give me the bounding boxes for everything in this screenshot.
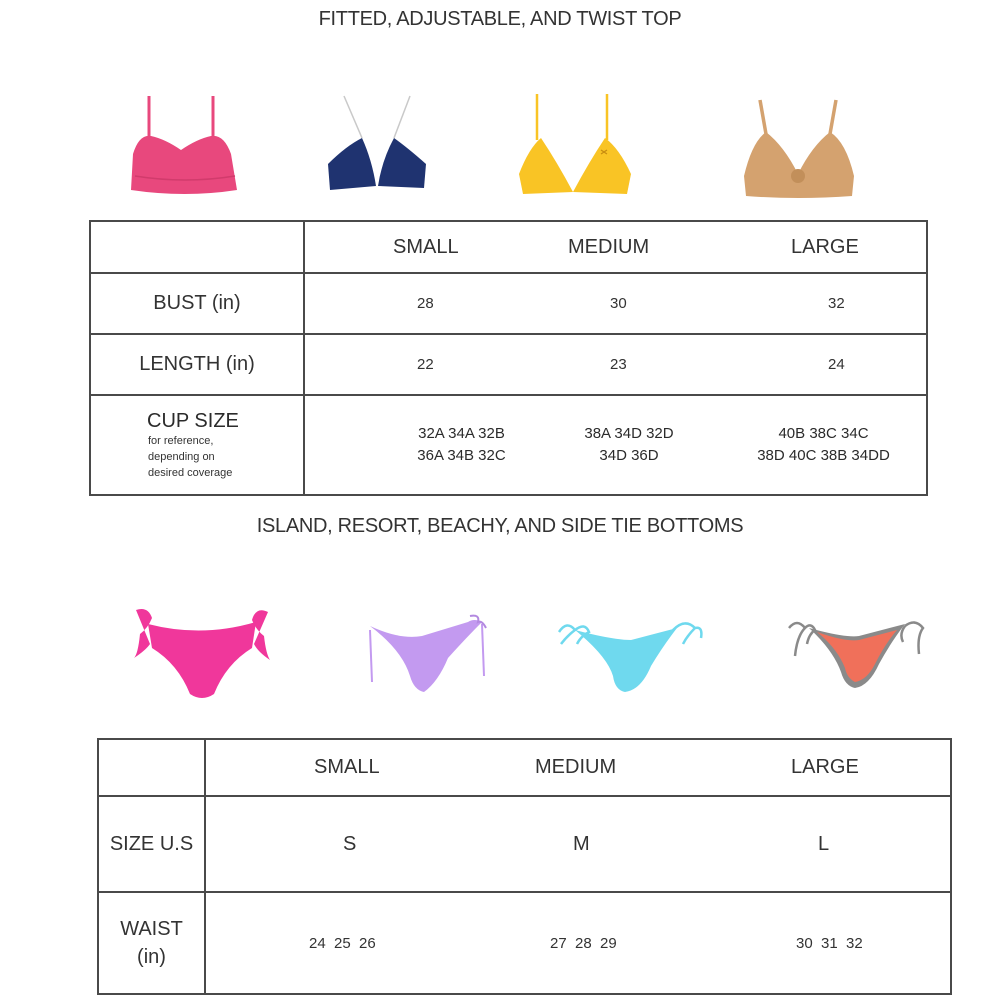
- tops-length-row: [90, 334, 927, 395]
- size-us-small: S: [205, 796, 489, 892]
- tops-cup-row: [90, 395, 927, 495]
- bust-label: BUST (in): [90, 273, 304, 334]
- cup-size-note-1: for reference,: [148, 434, 214, 447]
- bottoms-header-row: [98, 739, 951, 796]
- cup-medium: [548, 395, 693, 495]
- tops-size-table: [89, 220, 928, 496]
- size-us-large: L: [705, 796, 951, 892]
- bottoms-size-row: [98, 796, 951, 892]
- cup-medium-line-2: 34D 36D: [599, 447, 659, 464]
- waist-label: WAIST: [120, 918, 183, 940]
- size-us-medium: M: [489, 796, 705, 892]
- waist-small: 24 25 26: [205, 892, 489, 994]
- cup-small-line-2: 36A 34B 32C: [417, 447, 506, 464]
- bottoms-header-medium: MEDIUM: [489, 739, 705, 796]
- resort-bottom-image: [362, 612, 492, 696]
- tops-header-row: [90, 221, 927, 273]
- waist-unit: (in): [137, 946, 166, 968]
- cup-medium-line-1: 38A 34D 32D: [584, 425, 674, 442]
- bust-large: 32: [693, 273, 927, 334]
- waist-label-cell: [98, 892, 205, 994]
- bottoms-waist-row: [98, 892, 951, 994]
- length-medium: 23: [548, 334, 693, 395]
- bottoms-header-small: SMALL: [205, 739, 489, 796]
- bottoms-header-large: LARGE: [705, 739, 951, 796]
- cup-small-line-1: 32A 34A 32B: [418, 425, 505, 442]
- cup-size-label-cell: [90, 395, 304, 495]
- tops-header-large: LARGE: [693, 221, 927, 273]
- cup-size-note-3: desired coverage: [148, 466, 233, 479]
- cup-large-line-1: 40B 38C 34C: [778, 425, 869, 442]
- tops-bust-row: [90, 273, 927, 334]
- side-tie-bottom-image: [785, 616, 930, 692]
- twist-top-image: [738, 96, 863, 200]
- cup-small: [304, 395, 548, 495]
- bottoms-corner-cell: [98, 739, 205, 796]
- bust-medium: 30: [548, 273, 693, 334]
- bust-small: 28: [304, 273, 548, 334]
- tops-header-medium: MEDIUM: [548, 221, 693, 273]
- cup-size-note-2: depending on: [148, 450, 215, 463]
- length-label: LENGTH (in): [90, 334, 304, 395]
- size-us-label: SIZE U.S: [98, 796, 205, 892]
- cup-large: [693, 395, 927, 495]
- beachy-bottom-image: [555, 616, 705, 696]
- cup-large-line-2: 38D 40C 38B 34DD: [757, 447, 890, 464]
- tops-section-title: FITTED, ADJUSTABLE, AND TWIST TOP: [318, 8, 682, 30]
- tops-header-small: SMALL: [304, 221, 548, 273]
- length-large: 24: [693, 334, 927, 395]
- island-bottom-image: [130, 604, 275, 702]
- waist-medium: 27 28 29: [489, 892, 705, 994]
- adjustable-top-image: [322, 94, 432, 196]
- length-small: 22: [304, 334, 548, 395]
- cup-size-label: CUP SIZE: [147, 409, 239, 432]
- triangle-top-image: [515, 92, 635, 198]
- tops-corner-cell: [90, 221, 304, 273]
- bottoms-size-table: [97, 738, 952, 995]
- fitted-top-image: [125, 94, 240, 196]
- waist-large: 30 31 32: [705, 892, 951, 994]
- bottoms-section-title: ISLAND, RESORT, BEACHY, AND SIDE TIE BOTTOMS: [256, 515, 744, 537]
